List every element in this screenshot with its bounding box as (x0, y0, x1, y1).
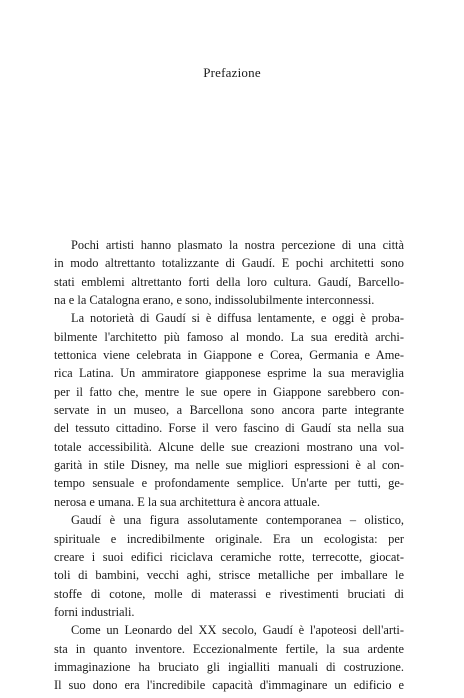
text-line: Gaudí è una figura assolutamente contemporanea – olistico, (71, 513, 404, 528)
text-line: Pochi artisti hanno plasmato la nostra percezione di una città (71, 238, 404, 252)
text-line: garità in stile Disney, ma nelle sue migliori espressioni è al con- (54, 458, 404, 473)
text-line: immaginazione ha bruciato gli ingialliti manuali di costruzione. (54, 659, 404, 674)
text-line: nerosa e umana. E la sua architettura è ancora attuale. (54, 494, 320, 509)
text-line: per il fatto che, mentre le sue opere in Giappone sarebbero con- (54, 384, 404, 399)
text-line: Come un Leonardo del XX secolo, Gaudí è l'apoteosi dell'arti- (71, 623, 404, 638)
text-line: sta in quanto inventore. Eccezionalmente fertile, la sua ardente (54, 641, 404, 656)
page-title: Prefazione (203, 65, 261, 80)
text-line: toli di bambini, vecchi aghi, strisce metalliche per imballare le (54, 568, 404, 583)
text-line: rica Latina. Un ammiratore giapponese esprime la sua meraviglia (54, 366, 404, 381)
text-line: stati emblemi altrettanto forti della loro cultura. Gaudí, Barcello- (54, 274, 404, 289)
text-line: del tessuto cittadino. Forse il vero fascino di Gaudí sta nella sua (54, 421, 404, 436)
text-line: tettonica viene celebrata in Giappone e Corea, Germania e Ame- (54, 348, 404, 363)
text-line: La notorietà di Gaudí si è diffusa lentamente, e oggi è proba- (71, 311, 404, 326)
text-line: tempo sensuale e profondamente semplice. Un'arte per tutti, ge- (54, 476, 404, 491)
body-text (54, 236, 404, 695)
text-line: spirituale e incredibilmente originale. Era un ecologista: per (54, 531, 404, 546)
text-line: na e la Catalogna erano, e sono, indissolubilmente interconnessi. (54, 293, 375, 308)
text-line: servate in un museo, a Barcellona sono ancora parte integrante (54, 403, 404, 418)
text-line: stoffe di cotone, molle di materassi e rivestimenti bruciati di (54, 586, 404, 601)
text-line: forni industriali. (54, 604, 135, 619)
text-line: bilmente l'architetto più famoso al mondo. La sua eredità archi- (54, 329, 404, 344)
text-line: totale accessibilità. Alcune delle sue creazioni mostrano una vol- (54, 439, 404, 454)
text-line: in modo altrettanto totalizzante di Gaudí. E pochi architetti sono (54, 256, 404, 271)
text-line: creare i suoi edifici riciclava ceramiche rotte, terrecotte, giocat- (54, 549, 404, 564)
text-line: Il suo dono era l'incredibile capacità d'immaginare un edificio e (54, 678, 404, 693)
